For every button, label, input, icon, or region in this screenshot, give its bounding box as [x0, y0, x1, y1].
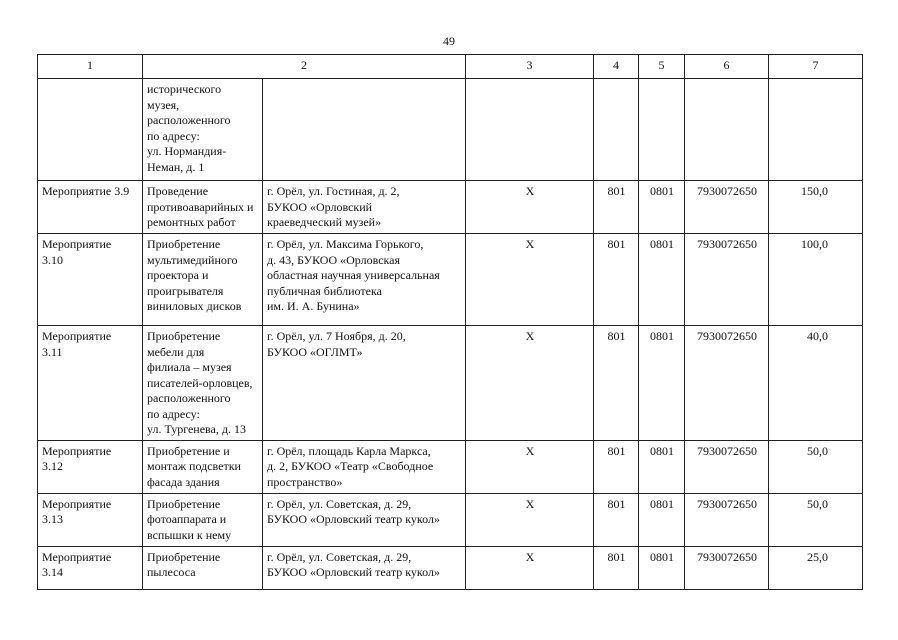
activity-id-cell — [38, 546, 143, 589]
col6-cell: 7930072650 — [685, 234, 769, 326]
address-cell — [263, 546, 466, 589]
col4-cell: 801 — [594, 234, 639, 326]
header-cell-7: 7 — [769, 55, 863, 79]
address-line: краеведческий музей» — [267, 215, 382, 229]
address-line: г. Орёл, ул. Советская, д. 29, — [267, 549, 412, 564]
activity-id: 3.11 — [42, 344, 63, 359]
address-line: г. Орёл, ул. Максима Горького, — [267, 237, 424, 251]
col7-cell: 50,0 — [769, 440, 863, 493]
name-line: по адресу: — [147, 406, 200, 421]
col6-cell: 7930072650 — [685, 493, 769, 546]
name-line: монтаж подсветки — [147, 459, 241, 473]
activity-name-cell — [143, 493, 263, 546]
activity-id-cell — [38, 326, 143, 441]
activity-id-cell — [38, 440, 143, 493]
name-line: Приобретение и — [147, 443, 230, 458]
address-cell — [263, 493, 466, 546]
address-line: БУКОО «Орловский театр кукол» — [267, 565, 440, 579]
col5-cell: 0801 — [639, 181, 685, 234]
address-line: БУКОО «Орловский театр кукол» — [267, 512, 440, 526]
col6-cell: 7930072650 — [685, 181, 769, 234]
col6-cell: 7930072650 — [685, 440, 769, 493]
col4-cell: 801 — [594, 493, 639, 546]
header-cell-2: 2 — [143, 55, 466, 79]
name-line: вспышки к нему — [147, 527, 232, 542]
header-row — [38, 55, 863, 79]
activity-id: Мероприятие 3.9 — [42, 184, 130, 198]
address-line: БУКОО «ОГЛМТ» — [267, 344, 363, 359]
table-row — [38, 326, 863, 441]
col7-cell: 40,0 — [769, 326, 863, 441]
name-line: фотоаппарата и — [147, 512, 227, 526]
address-line: г. Орёл, ул. Гостиная, д. 2, — [267, 184, 400, 198]
header-cell-4: 4 — [594, 55, 639, 79]
activity-id: 3.13 — [42, 512, 63, 526]
name-line: музея, — [147, 97, 180, 112]
col4-cell: 801 — [594, 326, 639, 441]
col7-cell: 150,0 — [769, 181, 863, 234]
col5-cell: 0801 — [639, 440, 685, 493]
name-line: ул. Тургенева, д. 13 — [147, 422, 246, 436]
table-row — [38, 493, 863, 546]
page-number: 49 — [443, 34, 455, 48]
col7-cell — [769, 79, 863, 181]
name-line: писателей-орловцев, — [147, 375, 253, 390]
col6-cell: 7930072650 — [685, 326, 769, 441]
address-cell — [263, 440, 466, 493]
col3-cell: Х — [466, 440, 594, 493]
address-line: г. Орёл, площадь Карла Маркса, — [267, 443, 431, 458]
name-line: исторического — [147, 82, 222, 96]
activity-id: Мероприятие — [42, 443, 112, 458]
activity-id: 3.10 — [42, 252, 63, 267]
name-line: ул. Нормандия- — [147, 144, 227, 158]
col5-cell — [639, 79, 685, 181]
address-line: областная научная универсальная — [267, 268, 440, 282]
col4-cell — [594, 79, 639, 181]
activity-id: 3.14 — [42, 565, 63, 579]
address-line: публичная библиотека — [267, 283, 382, 298]
activity-id: Мероприятие — [42, 496, 112, 511]
col3-cell: Х — [466, 546, 594, 589]
activity-id: Мероприятие — [42, 329, 112, 343]
activity-name-cell — [143, 546, 263, 589]
name-line: Приобретение — [147, 237, 221, 251]
name-line: фасада здания — [147, 474, 220, 489]
col5-cell: 0801 — [639, 326, 685, 441]
address-line: г. Орёл, ул. Советская, д. 29, — [267, 496, 412, 511]
col5-cell: 0801 — [639, 546, 685, 589]
header-cell-1: 1 — [38, 55, 143, 79]
activity-name-cell — [143, 79, 263, 181]
address-line: г. Орёл, ул. 7 Ноября, д. 20, — [267, 329, 406, 343]
header-cell-3: 3 — [466, 55, 594, 79]
col7-cell: 50,0 — [769, 493, 863, 546]
col3-cell: Х — [466, 493, 594, 546]
activity-id-cell — [38, 181, 143, 234]
activity-name-cell — [143, 181, 263, 234]
name-line: мультимедийного — [147, 252, 238, 267]
col3-cell: Х — [466, 181, 594, 234]
name-line: ремонтных работ — [147, 215, 236, 229]
name-line: противоаварийных и — [147, 199, 254, 214]
activity-id-cell — [38, 79, 143, 181]
activity-name-cell — [143, 234, 263, 326]
header-cell-6: 6 — [685, 55, 769, 79]
address-cell — [263, 79, 466, 181]
address-cell — [263, 234, 466, 326]
name-line: Проведение — [147, 184, 209, 198]
name-line: Приобретение — [147, 549, 221, 564]
col5-cell: 0801 — [639, 493, 685, 546]
col6-cell: 7930072650 — [685, 546, 769, 589]
name-line: Неман, д. 1 — [147, 159, 205, 174]
activity-id: Мероприятие — [42, 549, 112, 564]
col3-cell: Х — [466, 326, 594, 441]
col7-cell: 100,0 — [769, 234, 863, 326]
name-line: Приобретение — [147, 329, 221, 343]
activity-id: Мероприятие — [42, 237, 112, 251]
table-row — [38, 234, 863, 326]
col3-cell — [466, 79, 594, 181]
name-line: филиала – музея — [147, 360, 232, 374]
col3-cell: Х — [466, 234, 594, 326]
name-line: мебели для — [147, 344, 205, 359]
table-row — [38, 181, 863, 234]
col5-cell: 0801 — [639, 234, 685, 326]
name-line: расположенного — [147, 391, 231, 405]
address-line: им. И. А. Бунина» — [267, 299, 360, 313]
name-line: по адресу: — [147, 128, 200, 143]
table-row — [38, 440, 863, 493]
activity-name-cell — [143, 440, 263, 493]
table-row — [38, 546, 863, 589]
col4-cell: 801 — [594, 546, 639, 589]
budget-table — [37, 54, 863, 590]
activity-name-cell — [143, 326, 263, 441]
name-line: проигрывателя — [147, 283, 224, 298]
continuation-row — [38, 79, 863, 181]
col4-cell: 801 — [594, 181, 639, 234]
address-cell — [263, 326, 466, 441]
col7-cell: 25,0 — [769, 546, 863, 589]
address-line: д. 2, БУКОО «Театр «Свободное — [267, 459, 434, 473]
col4-cell: 801 — [594, 440, 639, 493]
address-line: д. 43, БУКОО «Орловская — [267, 252, 401, 267]
name-line: пылесоса — [147, 565, 196, 579]
address-cell — [263, 181, 466, 234]
name-line: виниловых дисков — [147, 299, 242, 313]
address-line: БУКОО «Орловский — [267, 199, 373, 214]
name-line: расположенного — [147, 113, 231, 127]
name-line: Приобретение — [147, 496, 221, 511]
activity-id-cell — [38, 234, 143, 326]
header-cell-5: 5 — [639, 55, 685, 79]
address-line: пространство» — [267, 474, 343, 489]
activity-id-cell — [38, 493, 143, 546]
name-line: проектора и — [147, 268, 209, 282]
col6-cell — [685, 79, 769, 181]
activity-id: 3.12 — [42, 459, 63, 473]
